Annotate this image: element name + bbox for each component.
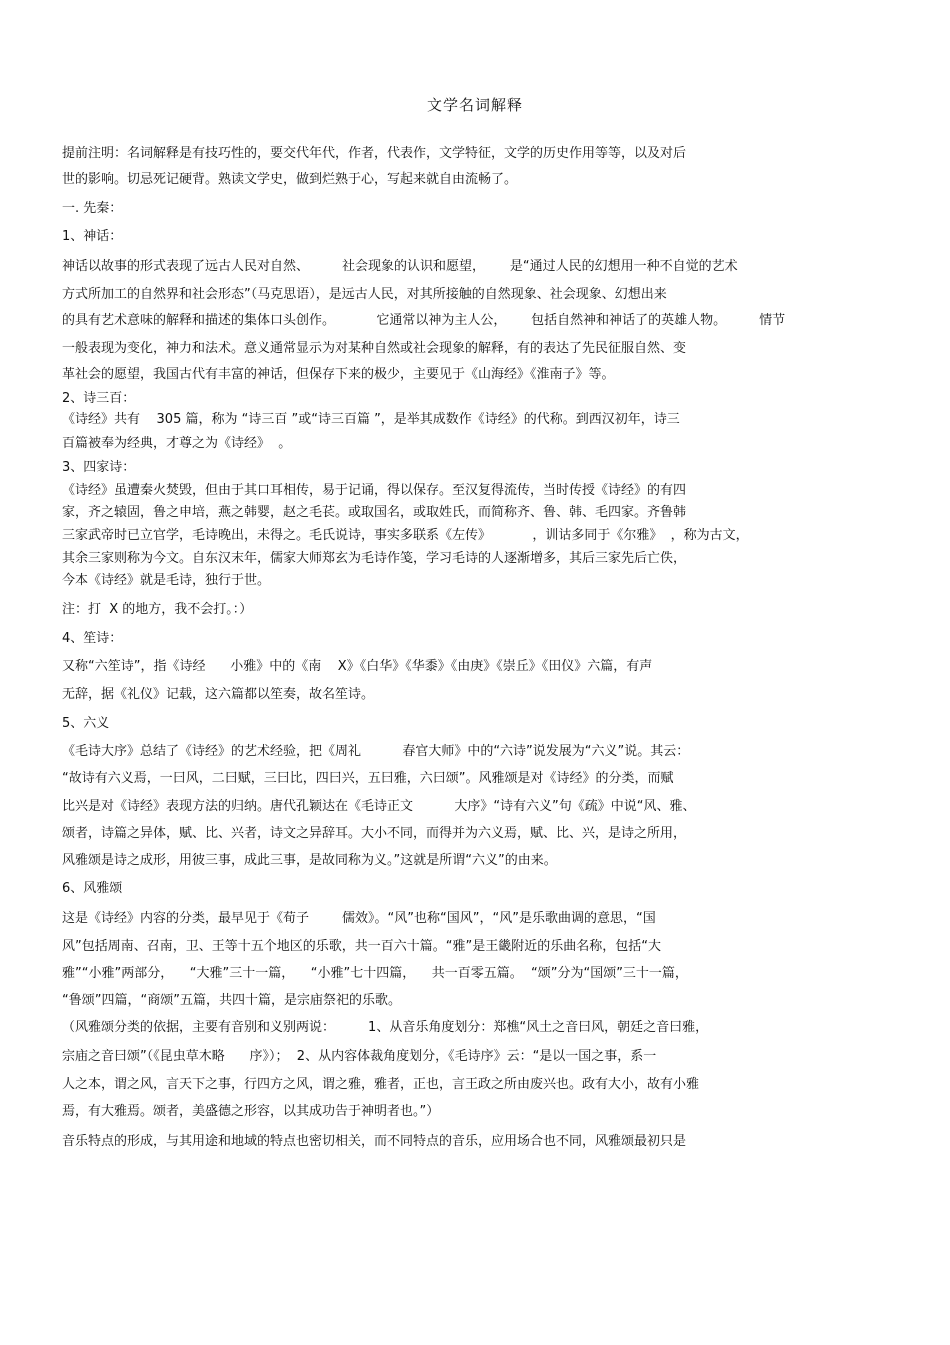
term-heading: 1、神话： — [62, 229, 123, 244]
text-line: 家，齐之辕固，鲁之申培，燕之韩婴，赵之毛苌。或取国名，或取姓氏，而简称齐、鲁、韩、毛四家。齐鲁韩 — [62, 505, 687, 520]
term-heading: 5、六义 — [62, 716, 110, 731]
text-line: 一般表现为变化，神力和法术。意义通常显示为对某种自然或社会现象的解释，有的表达了先民征服自然、变 — [62, 341, 687, 356]
term-heading: 6、风雅颂 — [62, 881, 123, 896]
text-line: 颂者，诗篇之异体，赋、比、兴者，诗文之异辞耳。大小不同，而得并为六义焉，赋、比、兴，是诗之所用， — [62, 826, 687, 841]
term-heading: 4、笙诗： — [62, 631, 123, 646]
text-line: 这是《诗经》内容的分类，最早见于《荀子 儒效》。“风”也称“国风”，“风”是乐歌曲调的意思，“国 — [62, 911, 656, 926]
text-line: 风”包括周南、召南，卫、王等十五个地区的乐歌，共一百六十篇。“雅”是王畿附近的乐曲名称，包括“大 — [62, 939, 661, 954]
text-line: 比兴是对《诗经》表现方法的归纳。唐代孔颖达在《毛诗正文 大序》“诗有六义”句《疏》中说“风、雅、 — [62, 799, 696, 814]
text-line: 宗庙之音曰颂”（《昆虫草木略 序》）； 2、从内容体裁角度划分，《毛诗序》云：“是以一国之事，系一 — [62, 1049, 657, 1064]
text-line: 神话以故事的形式表现了远古人民对自然、 社会现象的认识和愿望， 是“通过人民的幻想用一种不自觉的艺术 — [62, 259, 738, 274]
text-line: “鲁颂”四篇，“商颂”五篇，共四十篇，是宗庙祭祀的乐歌。 — [62, 993, 401, 1008]
text-line: 提前注明：名词解释是有技巧性的，要交代年代，作者，代表作，文学特征，文学的历史作用等等，以及对后 — [62, 146, 687, 161]
text-line: 焉，有大雅焉。颂者，美盛德之形容，以其成功告于神明者也。”） — [62, 1104, 440, 1119]
text-line: 《诗经》虽遭秦火焚毁，但由于其口耳相传，易于记诵，得以保存。至汉复得流传，当时传授《诗经》的有四 — [62, 483, 687, 498]
term-heading: 3、四家诗： — [62, 460, 136, 475]
text-line: 雅”“小雅”两部分， “大雅”三十一篇， “小雅”七十四篇， 共一百零五篇。 “颂”分为“国颂”三十一篇， — [62, 966, 688, 981]
text-line: “故诗有六义焉，一曰风，二曰赋，三曰比，四曰兴，五曰雅，六曰颂”。风雅颂是对《诗经》的分类，而赋 — [62, 771, 674, 786]
text-line: 其余三家则称为今文。自东汉末年，儒家大师郑玄为毛诗作笺，学习毛诗的人逐渐增多，其后三家先后亡佚， — [62, 551, 687, 566]
text-line: 方式所加工的自然界和社会形态”（马克思语），是远古人民，对其所接触的自然现象、社会现象、幻想出来 — [62, 287, 667, 302]
section-heading: 一. 先秦： — [62, 201, 123, 216]
text-line: （风雅颂分类的依据，主要有音别和义别两说： 1、从音乐角度划分：郑樵“风土之音曰风，朝廷之音曰雅， — [62, 1020, 709, 1035]
text-line: 百篇被奉为经典，才尊之为《诗经》 。 — [62, 436, 292, 451]
term-heading: 2、诗三百： — [62, 391, 136, 406]
text-line: 人之本，谓之风，言天下之事，行四方之风，谓之雅，雅者，正也，言王政之所由废兴也。政有大小，故有小雅 — [62, 1077, 700, 1092]
text-line: 三家武帝时已立官学，毛诗晚出，未得之。毛氏说诗，事实多联系《左传》 ，训诂多同于《尔雅》 ，称为古文， — [62, 528, 749, 543]
text-line: 风雅颂是诗之成形，用彼三事，成此三事，是故同称为义。”这就是所谓“六义”的由来。 — [62, 853, 557, 868]
text-line: 革社会的愿望，我国古代有丰富的神话，但保存下来的极少，主要见于《山海经》《淮南子》等。 — [62, 367, 615, 382]
text-line: 今本《诗经》就是毛诗，独行于世。 — [62, 573, 271, 588]
text-line: 音乐特点的形成，与其用途和地域的特点也密切相关，而不同特点的音乐，应用场合也不同，风雅颂最初只是 — [62, 1134, 687, 1149]
text-line: 《诗经》共有 305 篇，称为 “诗三百 ”或“诗三百篇 ”，是举其成数作《诗经》的代称。到西汉初年，诗三 — [62, 412, 680, 427]
text-line: 的具有艺术意味的解释和描述的集体口头创作。 它通常以神为主人公， 包括自然神和神话了的英雄人物。 情节 — [62, 313, 786, 328]
page-title: 文学名词解释 — [426, 96, 523, 114]
note-line: 注：打 X 的地方，我不会打。：） — [62, 602, 253, 617]
text-line: 又称“六笙诗”，指《诗经 小雅》中的《南 X》《白华》《华黍》《由庚》《崇丘》《田仪》六篇，有声 — [62, 659, 653, 674]
text-line: 世的影响。切忌死记硬背。熟读文学史，做到烂熟于心，写起来就自由流畅了。 — [62, 172, 518, 187]
text-line: 无辞，据《礼仪》记载，这六篇都以笙奏，故名笙诗。 — [62, 687, 375, 702]
text-line: 《毛诗大序》总结了《诗经》的艺术经验，把《周礼 春官大师》中的“六诗”说发展为“六义”说。其云： — [62, 744, 690, 759]
